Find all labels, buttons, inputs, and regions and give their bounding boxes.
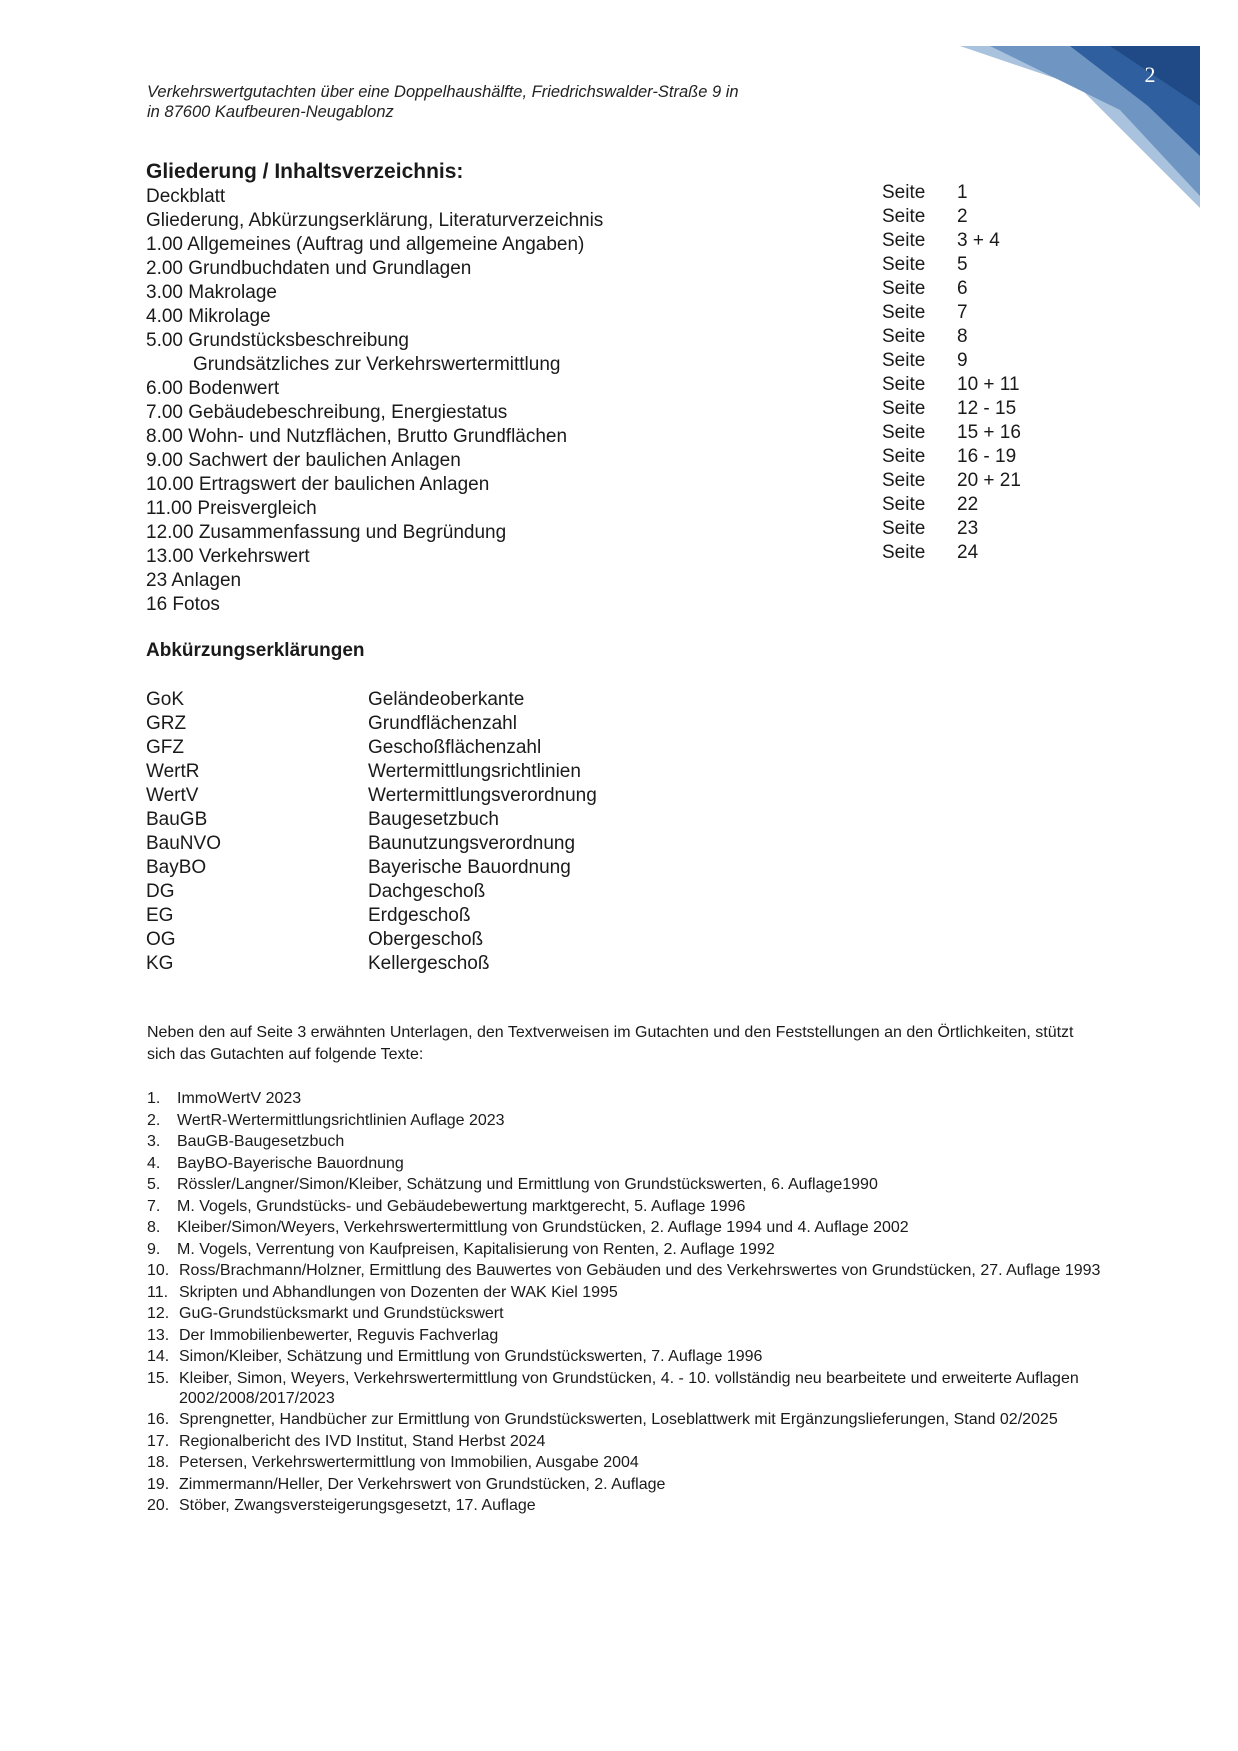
abbreviation-row [146, 880, 846, 904]
abbreviation-meaning: Kellergeschoß [368, 953, 490, 974]
toc-seite-label: Seite [882, 206, 926, 227]
toc-seite-label: Seite [882, 494, 926, 515]
literature-item [147, 1453, 1107, 1473]
toc-page: 12 - 15 [957, 398, 1017, 419]
literature-number: 20. [147, 1497, 170, 1514]
toc-page: 16 - 19 [957, 446, 1017, 467]
abbreviation-key: EG [146, 905, 174, 926]
literature-number: 14. [147, 1348, 170, 1365]
abbreviation-meaning: Geländeoberkante [368, 689, 525, 710]
abbreviation-row [146, 712, 846, 736]
toc-page: 8 [957, 326, 968, 347]
literature-number: 7. [147, 1197, 161, 1215]
literature-text: Regionalbericht des IVD Institut, Stand Herbst 2024 [179, 1432, 546, 1450]
toc-label: Grundsätzliches zur Verkehrswertermittlung [193, 354, 561, 375]
literature-intro: Neben den auf Seite 3 erwähnten Unterlagen, den Textverweisen im Gutachten und den Feststellungen an den Örtlichkeiten, stützt sich das Gutachten auf folgende Texte: [147, 1024, 1074, 1063]
toc-seite-label: Seite [882, 278, 926, 299]
literature-number: 19. [147, 1475, 170, 1493]
literature-number: 9. [147, 1240, 161, 1258]
toc-seite-label: Seite [882, 254, 926, 275]
toc-label: 10.00 Ertragswert der baulichen Anlagen [146, 474, 490, 495]
toc-label: Deckblatt [146, 186, 226, 207]
toc-seite-label: Seite [882, 398, 926, 419]
abbreviation-row [146, 688, 846, 712]
literature-text: Petersen, Verkehrswertermittlung von Immobilien, Ausgabe 2004 [179, 1454, 639, 1471]
abbreviation-row [146, 760, 846, 784]
literature-item [147, 1175, 1107, 1195]
header-line-1: Verkehrswertgutachten über eine Doppelhaushälfte, Friedrichswalder-Straße 9 in [147, 83, 739, 101]
toc-page: 6 [957, 278, 968, 299]
abbreviations-title: Abkürzungserklärungen [146, 640, 365, 661]
toc-label: 1.00 Allgemeines (Auftrag und allgemeine Angaben) [146, 234, 585, 255]
toc-extra-row [146, 593, 1046, 617]
abbreviation-meaning: Bayerische Bauordnung [368, 857, 571, 878]
abbreviation-meaning: Baunutzungsverordnung [368, 833, 576, 854]
toc-seite-label: Seite [882, 470, 926, 491]
literature-number: 10. [147, 1262, 170, 1279]
literature-number: 2. [147, 1111, 161, 1129]
literature-text: Der Immobilienbewerter, Reguvis Fachverlag [179, 1326, 499, 1344]
abbreviation-key: OG [146, 929, 176, 950]
literature-item [147, 1496, 1107, 1516]
literature-item [147, 1283, 1107, 1303]
toc-page: 9 [957, 350, 968, 371]
abbreviation-key: BayBO [146, 857, 207, 878]
literature-number: 5. [147, 1176, 161, 1193]
literature-text: BauGB-Baugesetzbuch [177, 1133, 345, 1150]
abbreviation-key: GFZ [146, 737, 184, 758]
toc-page: 20 + 21 [957, 470, 1021, 491]
header-line-2: in 87600 Kaufbeuren-Neugablonz [147, 103, 394, 121]
toc-page: 23 [957, 518, 979, 539]
abbreviation-row [146, 832, 846, 856]
toc-page: 22 [957, 494, 979, 515]
literature-text: ImmoWertV 2023 [177, 1090, 302, 1107]
toc-seite-label: Seite [882, 542, 926, 563]
literature-number: 16. [147, 1411, 170, 1428]
toc-seite-label: Seite [882, 518, 926, 539]
toc-page: 7 [957, 302, 968, 323]
literature-text: M. Vogels, Grundstücks- und Gebäudebewertung marktgerecht, 5. Auflage 1996 [177, 1197, 746, 1215]
abbreviation-row [146, 808, 846, 832]
literature-text: Stöber, Zwangsversteigerungsgesetzt, 17. Auflage [179, 1497, 536, 1514]
literature-number: 17. [147, 1432, 170, 1450]
toc-label: 11.00 Preisvergleich [146, 498, 317, 519]
literature-text: Kleiber, Simon, Weyers, Verkehrswertermittlung von Grundstücken, 4. - 10. vollständig neu bearbeitete und erweiterte Auflagen 2002/2008/2017/2023 [179, 1369, 1079, 1407]
literature-number: 4. [147, 1154, 161, 1172]
toc-seite-label: Seite [882, 422, 926, 443]
abbreviation-key: GoK [146, 689, 185, 710]
table-of-contents [146, 182, 1046, 617]
toc-page: 24 [957, 542, 979, 563]
abbreviation-key: DG [146, 881, 175, 902]
toc-page: 5 [957, 254, 968, 275]
toc-extra-label: 23 Anlagen [146, 570, 242, 591]
toc-label: 2.00 Grundbuchdaten und Grundlagen [146, 258, 472, 279]
toc-seite-label: Seite [882, 326, 926, 347]
literature-item [147, 1240, 1107, 1260]
toc-seite-label: Seite [882, 446, 926, 467]
literature-item [147, 1111, 1107, 1131]
literature-item [147, 1304, 1107, 1324]
toc-page: 15 + 16 [957, 422, 1021, 443]
abbreviation-row [146, 784, 846, 808]
abbreviation-key: GRZ [146, 713, 187, 734]
toc-page: 10 + 11 [957, 374, 1020, 395]
toc-extra-label: 16 Fotos [146, 594, 220, 615]
literature-item [147, 1410, 1107, 1430]
abbreviation-row [146, 904, 846, 928]
literature-text: Sprengnetter, Handbücher zur Ermittlung von Grundstückswerten, Loseblattwerk mit Ergänzungslieferungen, Stand 02/2025 [179, 1411, 1058, 1428]
literature-text: Simon/Kleiber, Schätzung und Ermittlung von Grundstückswerten, 7. Auflage 1996 [179, 1348, 763, 1365]
abbreviation-meaning: Obergeschoß [368, 929, 484, 950]
toc-label: 8.00 Wohn- und Nutzflächen, Brutto Grundflächen [146, 426, 568, 447]
literature-text: Zimmermann/Heller, Der Verkehrswert von Grundstücken, 2. Auflage [179, 1475, 666, 1493]
abbreviation-key: WertR [146, 761, 200, 782]
literature-item [147, 1218, 1107, 1238]
abbreviation-meaning: Wertermittlungsrichtlinien [368, 761, 581, 782]
literature-number: 8. [147, 1219, 161, 1236]
abbreviation-meaning: Baugesetzbuch [368, 809, 499, 830]
toc-label: 5.00 Grundstücksbeschreibung [146, 330, 409, 351]
literature-number: 15. [147, 1369, 170, 1387]
toc-label: 4.00 Mikrolage [146, 306, 271, 327]
literature-number: 12. [147, 1305, 170, 1322]
toc-label: 13.00 Verkehrswert [146, 546, 310, 567]
abbreviation-meaning: Dachgeschoß [368, 881, 486, 902]
literature-text: GuG-Grundstücksmarkt und Grundstückswert [179, 1305, 504, 1322]
toc-seite-label: Seite [882, 230, 926, 251]
toc-extra-row [146, 569, 1046, 593]
toc-page: 2 [957, 206, 968, 227]
abbreviation-row [146, 952, 846, 976]
literature-list [147, 1089, 1107, 1518]
abbreviation-meaning: Erdgeschoß [368, 905, 471, 926]
abbreviations-list [146, 688, 846, 976]
toc-label: 7.00 Gebäudebeschreibung, Energiestatus [146, 402, 508, 423]
literature-item [147, 1475, 1107, 1495]
literature-number: 1. [147, 1090, 161, 1107]
abbreviation-meaning: Grundflächenzahl [368, 713, 517, 734]
literature-item [147, 1089, 1107, 1109]
document-header [147, 82, 739, 122]
toc-row [146, 542, 1046, 569]
literature-text: WertR-Wertermittlungsrichtlinien Auflage 2023 [177, 1111, 505, 1129]
literature-text: Skripten und Abhandlungen von Dozenten der WAK Kiel 1995 [179, 1283, 618, 1301]
literature-text: M. Vogels, Verrentung von Kaufpreisen, Kapitalisierung von Renten, 2. Auflage 1992 [177, 1240, 775, 1258]
literature-item [147, 1132, 1107, 1152]
literature-text: BayBO-Bayerische Bauordnung [177, 1154, 404, 1172]
toc-label: 3.00 Makrolage [146, 282, 277, 303]
abbreviation-key: WertV [146, 785, 199, 806]
literature-text: Ross/Brachmann/Holzner, Ermittlung des Bauwertes von Gebäuden und des Verkehrswertes von Grundstücken, 27. Auflage 1993 [179, 1262, 1101, 1279]
toc-label: Gliederung, Abkürzungserklärung, Literaturverzeichnis [146, 210, 604, 231]
literature-number: 13. [147, 1326, 170, 1344]
abbreviation-meaning: Wertermittlungsverordnung [368, 785, 597, 806]
abbreviation-key: KG [146, 953, 174, 974]
abbreviation-key: BauGB [146, 809, 208, 830]
literature-item [147, 1432, 1107, 1452]
toc-title: Gliederung / Inhaltsverzeichnis: [146, 160, 464, 183]
literature-text: Rössler/Langner/Simon/Kleiber, Schätzung und Ermittlung von Grundstückswerten, 6. Auflage1990 [177, 1176, 878, 1193]
toc-label: 12.00 Zusammenfassung und Begründung [146, 522, 507, 543]
toc-page: 3 + 4 [957, 230, 1000, 251]
literature-number: 3. [147, 1133, 161, 1150]
literature-item [147, 1326, 1107, 1346]
abbreviation-key: BauNVO [146, 833, 221, 854]
literature-item [147, 1154, 1107, 1174]
toc-label: 9.00 Sachwert der baulichen Anlagen [146, 450, 461, 471]
literature-item [147, 1261, 1107, 1281]
literature-item [147, 1369, 1107, 1409]
toc-seite-label: Seite [882, 350, 926, 371]
abbreviation-row [146, 736, 846, 760]
literature-text: Kleiber/Simon/Weyers, Verkehrswertermittlung von Grundstücken, 2. Auflage 1994 und 4. Auflage 2002 [177, 1219, 909, 1236]
toc-label: 6.00 Bodenwert [146, 378, 280, 399]
toc-seite-label: Seite [882, 374, 926, 395]
toc-page: 1 [957, 182, 968, 203]
page-number: 2 [1144, 62, 1156, 87]
abbreviation-meaning: Geschoßflächenzahl [368, 737, 542, 758]
literature-item [147, 1197, 1107, 1217]
literature-number: 18. [147, 1454, 170, 1471]
literature-item [147, 1347, 1107, 1367]
literature-number: 11. [147, 1283, 169, 1301]
toc-seite-label: Seite [882, 182, 926, 203]
abbreviation-row [146, 856, 846, 880]
toc-seite-label: Seite [882, 302, 926, 323]
abbreviation-row [146, 928, 846, 952]
